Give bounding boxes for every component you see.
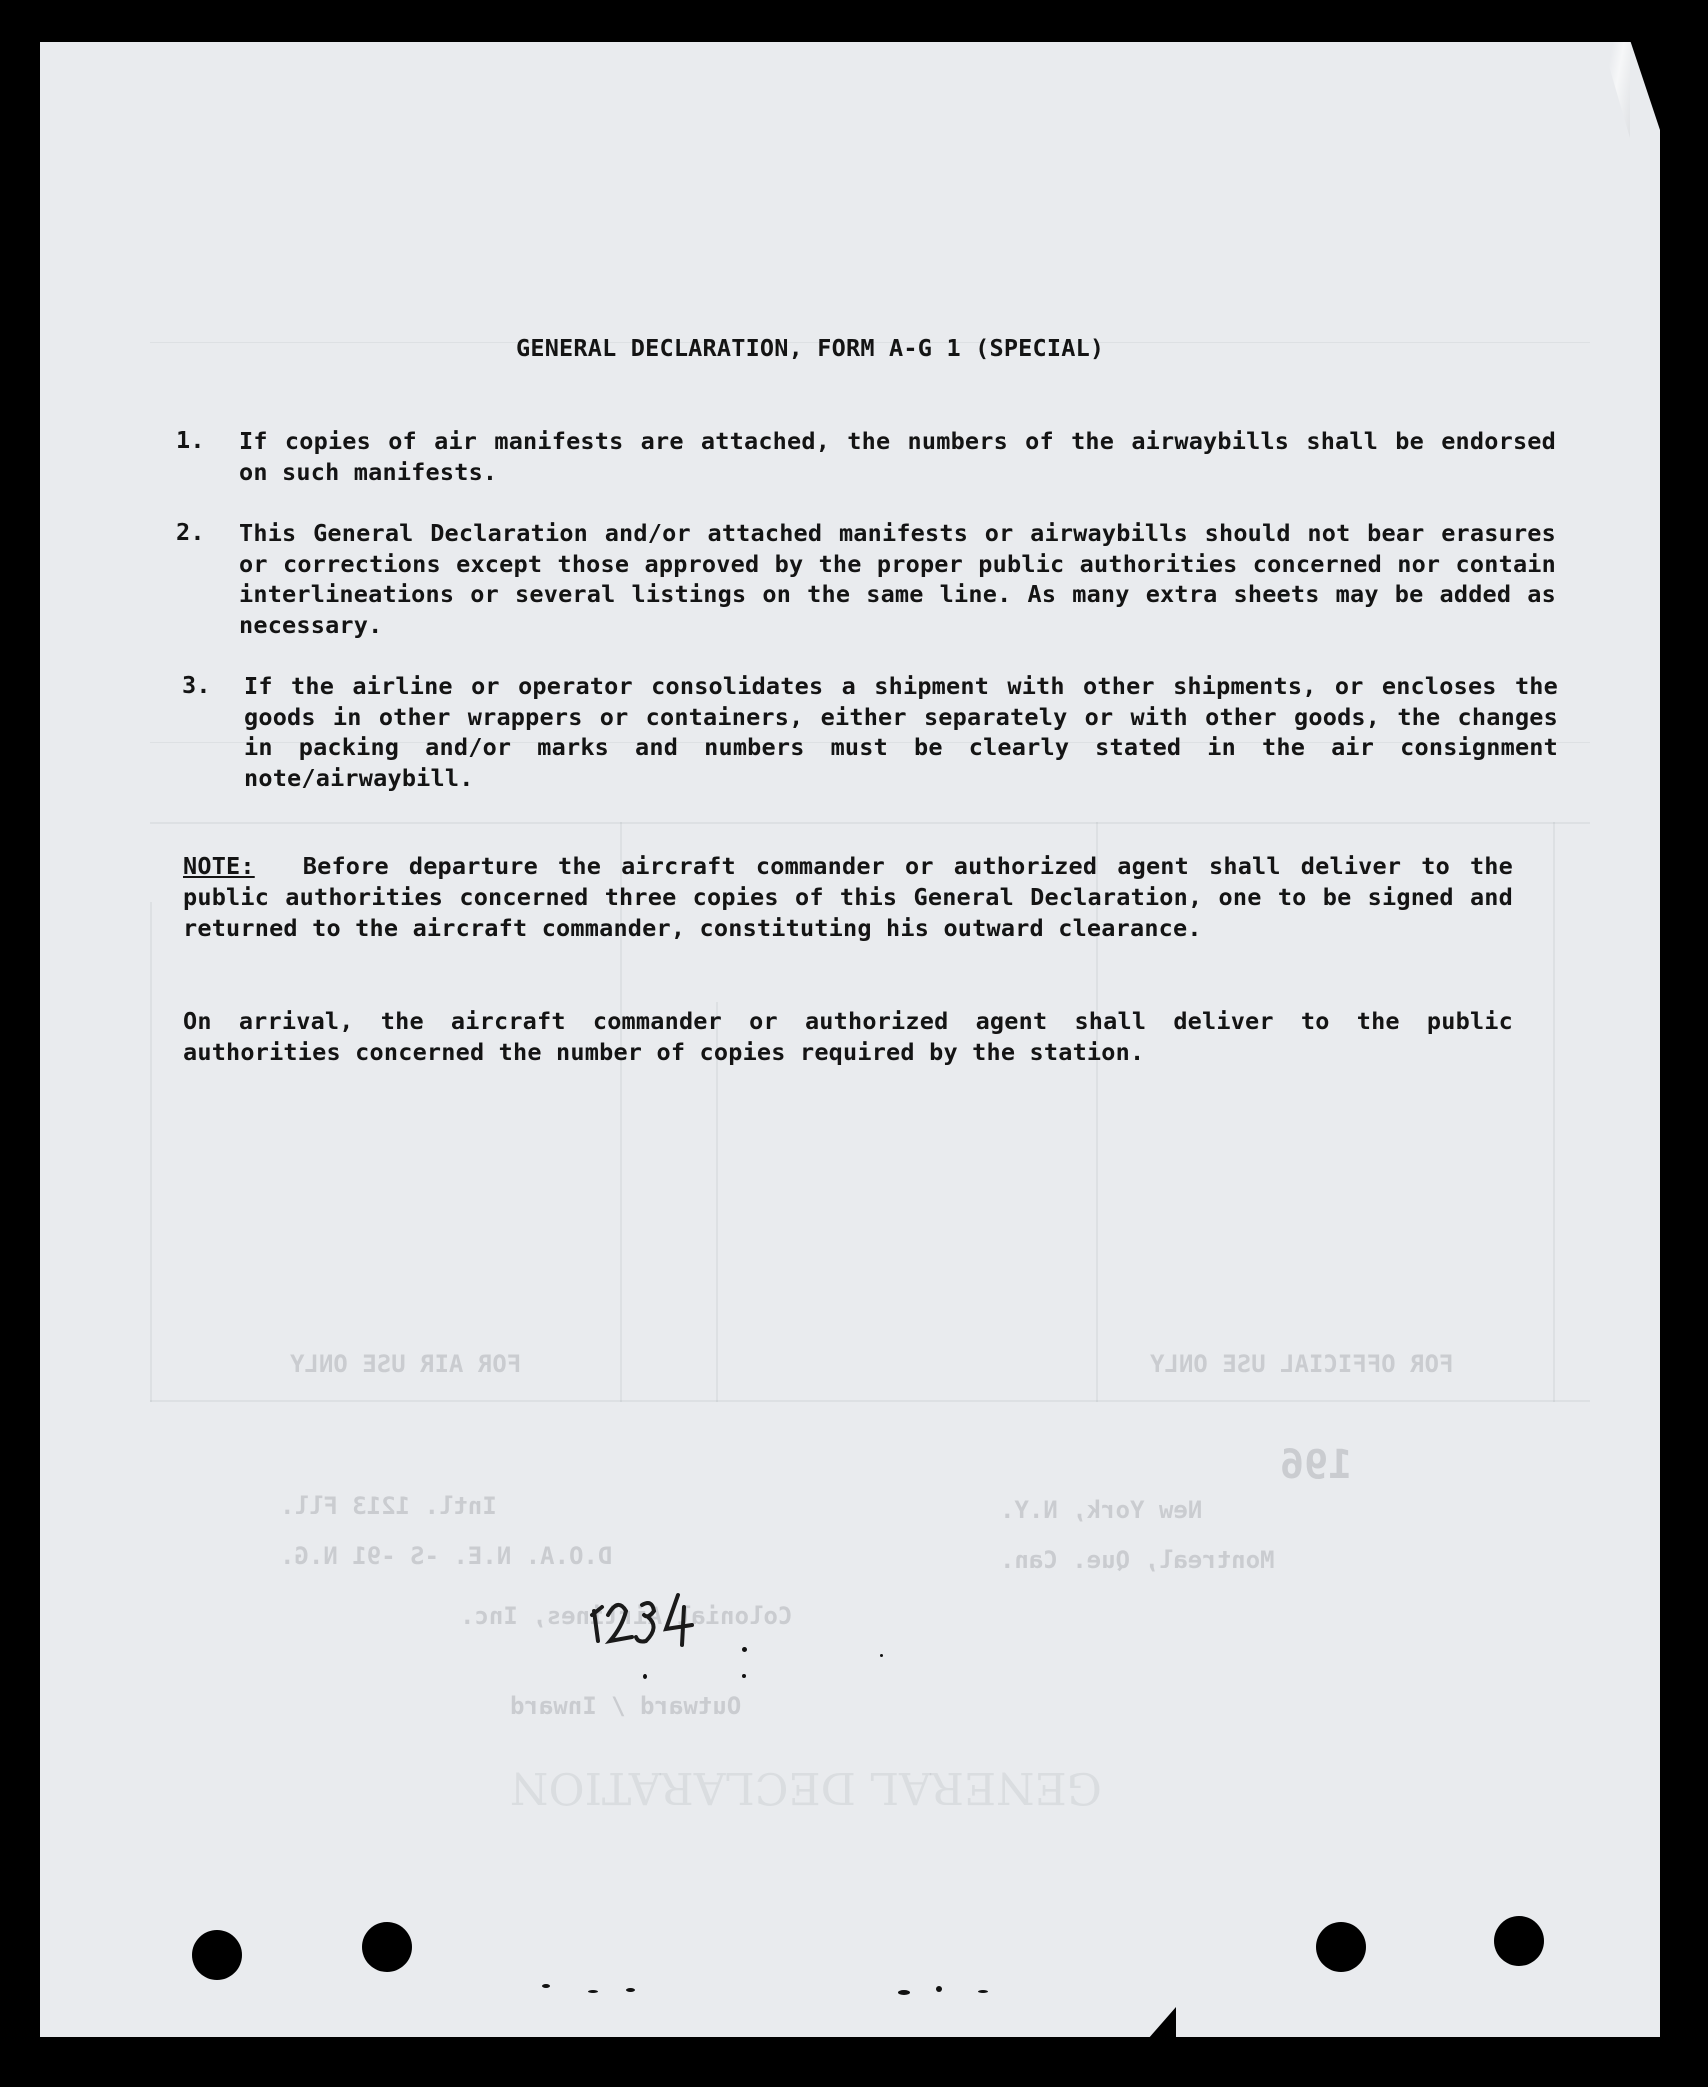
- item-text: If the airline or operator consolidates a shipment with other shipments, or encloses the goods in other wrappers or containers, either separately or with other goods, the changes in packing and/or marks and numbers must be clearly stated in the air consignment note/airwaybill.: [244, 672, 1558, 792]
- handwritten-number-mark: [588, 1585, 718, 1655]
- item-text: If copies of air manifests are attached, the numbers of the airwaybills shall be endorsed on such manifests.: [239, 427, 1556, 486]
- ink-speck: [978, 1990, 988, 1993]
- ink-speck: [936, 1986, 942, 1992]
- item-text: This General Declaration and/or attached manifests or airwaybills should not bear erasures or corrections except those approved by the proper public authorities concerned nor contain interlineations or several listings on the same line. As many extra sheets may be added as necessary.: [239, 519, 1556, 639]
- note-paragraph: [183, 851, 1513, 944]
- ink-speck: [626, 1988, 635, 1992]
- ink-speck: [742, 1647, 747, 1652]
- ink-speck: [542, 1984, 550, 1988]
- torn-edge-notch: [1148, 2007, 1176, 2039]
- arrival-paragraph: On arrival, the aircraft commander or authorized agent shall deliver to the public authorities concerned the number of copies required by the station.: [183, 1007, 1513, 1066]
- ink-speck: [742, 1674, 746, 1678]
- item-number: 1.: [176, 426, 205, 454]
- folded-corner-shade: [1590, 42, 1630, 138]
- ink-speck: [643, 1674, 647, 1679]
- item-number: 3.: [182, 671, 211, 699]
- note-text: Before departure the aircraft commander or authorized agent shall deliver to the public authorities concerned three copies of this General Declaration, one to be signed and returned to the aircraft commander, constituting his outward clearance.: [183, 852, 1513, 942]
- ink-speck: [898, 1990, 910, 1995]
- punch-hole-right-inner: [1316, 1922, 1366, 1972]
- document-page: FOR AIR USE ONLY FOR OFFICIAL USE ONLY Intl. 1213 Fll. D.O.A. N.E. -S -91 N.G. Colonial Airlines, Inc. Montreal, Que. Can. New York, N.Y. 196 GENERAL DECLARATION Outward / Inward GENERAL DECLARATION, FORM A-G 1 (SPECIAL) 1. If copies of air manifests are attached, the numbers of the airwaybills shall be endorsed on such manifests. 2. This General Declaration and/or attached manifests or airwaybills should not bear erasures or corrections except those approved by the proper public authorities concerned nor contain interlineations or several listings on the same line. As many extra sheets may be added as necessary. 3. If the airline or operator consolidates a shipment with other shipments, or encloses the goods in other wrappers or containers, either separately or with other goods, the changes in packing and/or marks and numbers must be clearly stated in the air consignment note/airwaybill. NOTE: Before departure the aircraft commander or authorized agent shall deliver to the public authorities concerned three copies of this General Declaration, one to be signed and returned to the aircraft commander, constituting his outward clearance. On arrival, the aircraft commander or authorized agent shall deliver to the public authorities concerned the number of copies required by the station.: [40, 42, 1660, 2037]
- ink-speck: [880, 1654, 883, 1657]
- punch-hole-left-outer: [192, 1930, 242, 1980]
- document-title: GENERAL DECLARATION, FORM A-G 1 (SPECIAL): [516, 334, 1105, 362]
- punch-hole-right-outer: [1494, 1916, 1544, 1966]
- folded-corner: [1630, 40, 1662, 136]
- note-label: NOTE:: [183, 852, 255, 880]
- punch-hole-left-inner: [362, 1922, 412, 1972]
- ink-speck: [588, 1990, 598, 1993]
- item-number: 2.: [176, 518, 205, 546]
